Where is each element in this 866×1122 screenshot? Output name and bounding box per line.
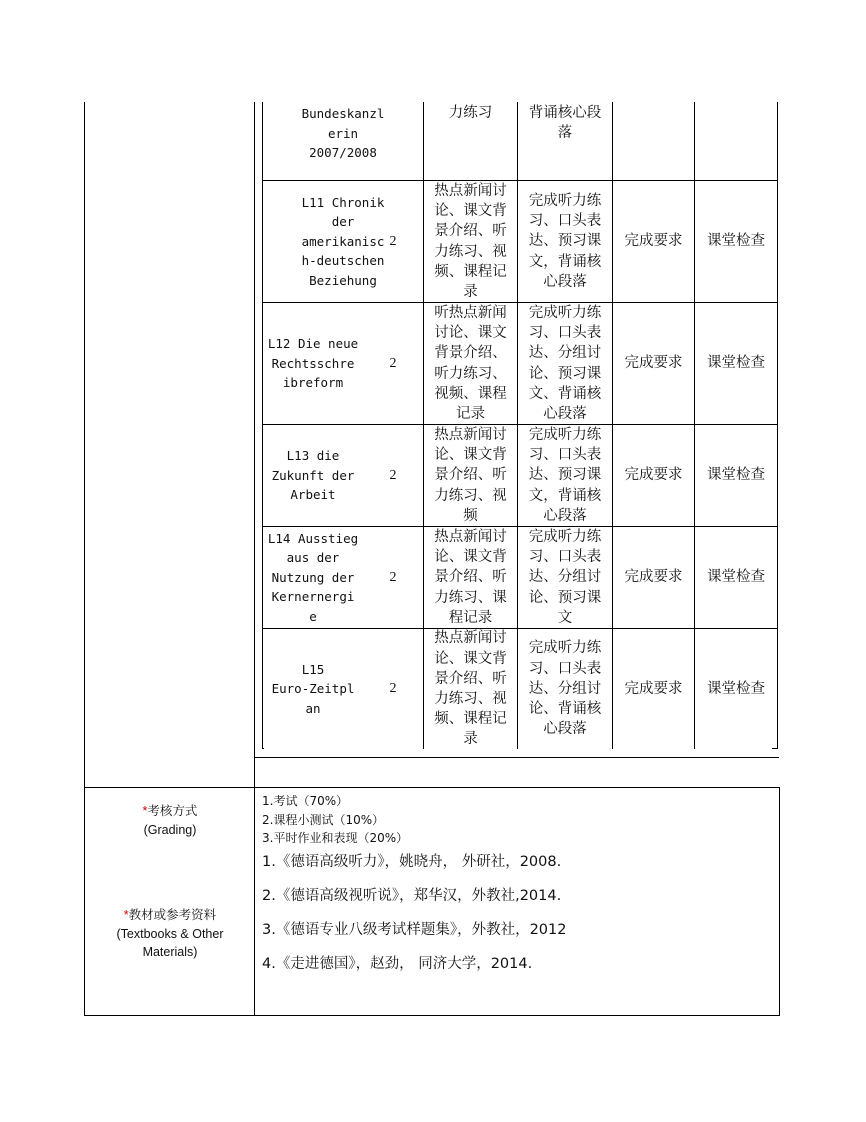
- table-cell-hours: [363, 629, 423, 749]
- grading-label-cn: *考核方式: [142, 804, 198, 818]
- table-cell-requirement: [613, 527, 694, 628]
- table-cell-assessment: [695, 181, 777, 302]
- table-cell-homework: [518, 425, 612, 526]
- requirement-text: 完成要求: [624, 569, 683, 586]
- list-item: 2.课程小测试（10%）: [262, 812, 385, 827]
- assessment-text: 课堂检查: [707, 569, 765, 586]
- table-cell-content: [424, 303, 517, 424]
- content-text: 热点新闻讨 论、课文背 景介绍、听 力练习、课 程记录: [434, 529, 507, 626]
- label-column-border: [254, 102, 255, 1016]
- requirement-text: 完成要求: [624, 467, 683, 484]
- table-cell-assessment: [695, 629, 777, 749]
- table-cell-requirement: [613, 303, 694, 424]
- outer-right-border: [779, 787, 780, 1016]
- outer-left-border: [84, 102, 85, 1016]
- grading-list: [262, 792, 408, 848]
- table-cell-lesson: [263, 303, 363, 424]
- content-text: 热点新闻讨 论、课文背 景介绍、听 力练习、视 频、课程记 录: [434, 630, 507, 748]
- table-bottom-border: [84, 1015, 780, 1016]
- grading-label-en: (Grading): [143, 822, 197, 837]
- list-item: 2.《德语高级视听说》，郑华汉，外教社,2014.: [262, 888, 562, 904]
- table-cell-lesson: [263, 629, 363, 749]
- inner-col-line-6: [777, 102, 778, 749]
- hours-value: 2: [389, 569, 397, 585]
- table-cell-hours: [363, 425, 423, 526]
- requirement-text: 完成要求: [624, 680, 683, 697]
- content-cell-line: [255, 757, 779, 758]
- table-cell-requirement: [613, 629, 694, 749]
- list-item: 4.《走进德国》，赵劲， 同济大学，2014.: [262, 956, 533, 972]
- hours-value: 2: [389, 233, 397, 249]
- table-cell-lesson: [263, 102, 423, 180]
- table-cell-hours: [363, 303, 423, 424]
- table-cell-assessment: [695, 527, 777, 628]
- list-item: 1.考试（70%）: [262, 794, 349, 808]
- requirement-text: 完成要求: [624, 233, 683, 250]
- content-text: 热点新闻讨 论、课文背 景介绍、听 力练习、视 频、课程记 录: [434, 182, 507, 300]
- hours-value: 2: [389, 467, 397, 483]
- table-cell-homework: [518, 102, 612, 180]
- assessment-text: 课堂检查: [707, 233, 765, 250]
- table-cell-lesson: [263, 425, 363, 526]
- requirement-text: 完成要求: [624, 355, 683, 372]
- homework-text: 背诵核心段 落: [528, 105, 602, 142]
- table-cell-homework: [518, 303, 612, 424]
- table-cell-requirement: [613, 181, 694, 302]
- section-divider: [84, 787, 780, 788]
- lesson-title: L14 Ausstieg aus der Nutzung der Kernernergi e: [267, 530, 359, 624]
- homework-text: 完成听力练 习、口头表 达、分组讨 论、背诵核 心段落: [528, 640, 602, 738]
- required-star: *: [123, 908, 129, 922]
- lesson-title: Bundeskanzl erin 2007/2008: [301, 106, 385, 160]
- lesson-title: L11 Chronik der amerikanisc h-deutschen Beziehung: [301, 194, 385, 288]
- table-cell-content: [424, 181, 517, 302]
- assessment-text: 课堂检查: [707, 355, 765, 372]
- table-cell-lesson: [263, 527, 363, 628]
- textbooks-label-cn: *教材或参考资料: [123, 908, 217, 922]
- list-item: 3.《德语专业八级考试样题集》，外教社，2012: [262, 922, 567, 938]
- table-cell-homework: [518, 181, 612, 302]
- lesson-title: L15 Euro-Zeitpl an: [271, 661, 355, 716]
- list-item: 1.《德语高级听力》，姚晓舟， 外研社，2008.: [262, 854, 562, 870]
- table-cell-hours: [363, 181, 423, 302]
- table-cell-content: [424, 527, 517, 628]
- homework-text: 完成听力练 习、口头表 达、分组讨 论、预习课 文、背诵核 心段落: [528, 304, 602, 422]
- textbooks-label: [85, 906, 255, 962]
- content-text: 热点新闻讨 论、课文背 景介绍、听 力练习、视 频: [434, 427, 507, 524]
- hours-value: 2: [389, 355, 397, 371]
- table-cell-requirement: [613, 425, 694, 526]
- table-cell-content: [424, 425, 517, 526]
- list-item: 3.平时作业和表现（20%）: [262, 831, 409, 845]
- assessment-text: 课堂检查: [707, 680, 765, 697]
- homework-text: 完成听力练 习、口头表 达、预习课 文，背诵核 心段落: [528, 427, 602, 524]
- table-cell-content: [424, 629, 517, 749]
- table-cell-homework: [518, 629, 612, 749]
- textbooks-label-en-2: Materials): [142, 945, 198, 959]
- content-text: 听热点新闻 讨论、课文 背景介绍、 听力练习、 视频、课程 记录: [434, 304, 507, 422]
- required-star: *: [142, 804, 148, 818]
- content-text: 力练习: [448, 105, 493, 121]
- hours-value: 2: [389, 681, 397, 696]
- table-cell-assessment: [695, 425, 777, 526]
- lesson-title: L13 die Zukunft der Arbeit: [271, 448, 355, 503]
- assessment-text: 课堂检查: [707, 467, 765, 484]
- table-cell-assessment: [695, 303, 777, 424]
- textbooks-label-en-1: (Textbooks & Other: [116, 926, 224, 941]
- textbooks-list: [262, 852, 566, 988]
- homework-text: 完成听力练 习、口头表 达、预习课 文，背诵核 心段落: [528, 192, 602, 290]
- homework-text: 完成听力练 习、口头表 达、分组讨 论、预习课 文: [528, 529, 602, 626]
- table-cell-content: [424, 102, 517, 180]
- table-cell-homework: [518, 527, 612, 628]
- grading-label: [85, 802, 255, 839]
- table-cell-hours: [363, 527, 423, 628]
- lesson-title: L12 Die neue Rechtsschre ibreform: [267, 336, 359, 391]
